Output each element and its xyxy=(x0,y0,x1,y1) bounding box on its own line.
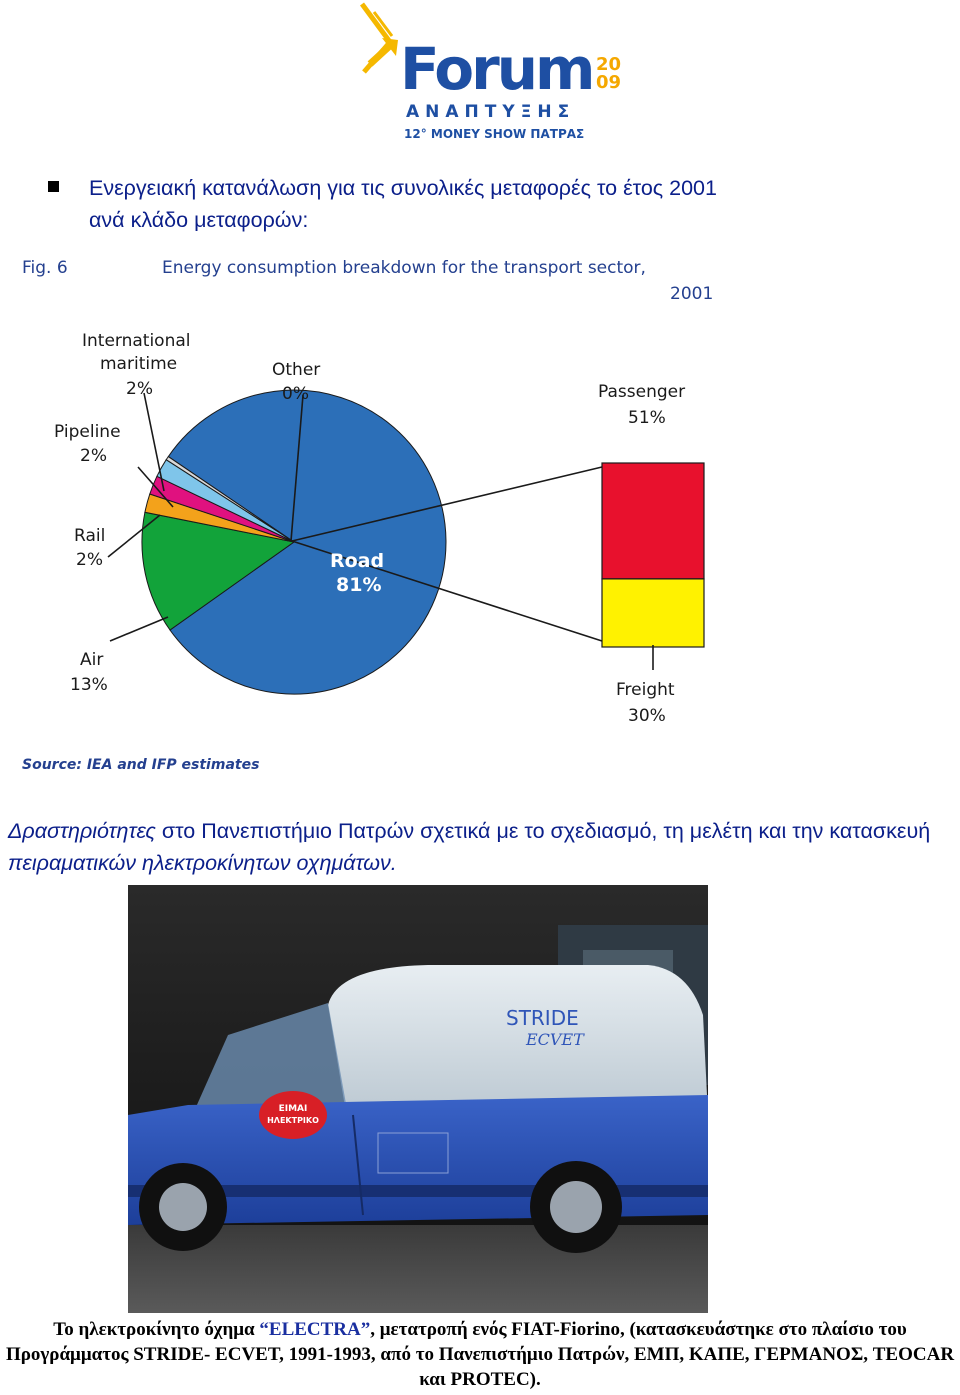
caption-text-1: Το ηλεκτροκίνητο όχημα xyxy=(53,1319,260,1340)
activities-paragraph xyxy=(8,815,953,879)
section-heading xyxy=(55,172,955,236)
caption-text-2: , μετατροπή ενός FIAT-Fiorino, (κατασκευάστηκε στο πλαίσιο του Προγράμματος STRIDE- ECVET, 1991-1993, από το Πανεπιστήμιο Πατρών, ΕΜΠ, ΚΑΠΕ, ΓΕΡΜΑΝΟΣ, TEOCAR και PROTEC). xyxy=(5,1319,955,1390)
activities-italic-1: Δραστηριότητες xyxy=(8,819,156,843)
heading-line-1: Ενεργειακή κατανάλωση για τις συνολικές μεταφορές το έτος 2001 xyxy=(89,176,717,200)
electra-van-photo xyxy=(128,885,708,1313)
label-maritime-value: 2% xyxy=(126,379,153,399)
logo-year-bottom: 09 xyxy=(596,72,622,93)
label-other-value: 0% xyxy=(282,384,309,404)
door-sticker-line1: ΕΙΜΑΙ xyxy=(278,1104,308,1114)
bar-segment-passenger xyxy=(602,463,704,579)
front-wheel-hub xyxy=(159,1183,207,1231)
label-other-name: Other xyxy=(272,360,321,380)
logo-year-top: 20 xyxy=(596,54,622,75)
van-logo-ecvet: ECVET xyxy=(526,1030,584,1049)
label-freight-name: Freight xyxy=(616,680,675,700)
label-rail-name: Rail xyxy=(74,526,106,546)
logo-year xyxy=(596,56,626,92)
label-pipeline-value: 2% xyxy=(80,446,107,466)
van-illustration xyxy=(128,885,708,1313)
label-air-value: 13% xyxy=(70,675,108,695)
bullet-square-icon xyxy=(48,181,59,192)
label-air-name: Air xyxy=(80,650,104,670)
leader-air xyxy=(110,617,168,641)
figure-title-line-1: Energy consumption breakdown for the transport sector, xyxy=(162,258,646,278)
road-breakdown-bar xyxy=(602,463,704,647)
figure-title-line-2: 2001 xyxy=(670,284,714,304)
label-passenger-name: Passenger xyxy=(598,382,686,402)
label-pipeline-name: Pipeline xyxy=(54,422,121,442)
forum-logo xyxy=(360,2,630,152)
label-maritime-line1: International xyxy=(82,331,191,351)
label-rail-value: 2% xyxy=(76,550,103,570)
label-road-name: Road xyxy=(330,550,385,572)
van-logo-stride: STRIDE xyxy=(506,1006,579,1030)
bar-segment-freight xyxy=(602,579,704,647)
logo-brand: Forum xyxy=(400,35,593,103)
activities-italic-2: πειραματικών ηλεκτροκίνητων οχημάτων. xyxy=(8,851,397,875)
logo-subtitle: ΑΝΑΠΤΥΞΗΣ xyxy=(406,102,576,122)
rear-wheel-hub xyxy=(550,1181,602,1233)
label-road-value: 81% xyxy=(336,574,382,596)
photo-floor xyxy=(128,1225,708,1313)
energy-chart-figure xyxy=(8,245,733,780)
photo-caption xyxy=(0,1317,960,1392)
activities-text: στο Πανεπιστήμιο Πατρών σχετικά με το σχεδιασμό, τη μελέτη και την κατασκευή xyxy=(155,819,931,843)
door-sticker-line2: ΗΛΕΚΤΡΙΚΟ xyxy=(267,1116,319,1125)
energy-pie-chart xyxy=(8,245,733,780)
caption-electra: “ELECTRA” xyxy=(259,1319,371,1340)
figure-number: Fig. 6 xyxy=(22,258,68,278)
door-sticker xyxy=(259,1091,327,1139)
figure-source: Source: IEA and IFP estimates xyxy=(22,757,260,773)
logo-event: 12° MONEY SHOW ΠΑΤΡΑΣ xyxy=(404,127,585,141)
label-passenger-value: 51% xyxy=(628,408,666,428)
heading-line-2: ανά κλάδο μεταφορών: xyxy=(89,208,309,232)
label-maritime-line2: maritime xyxy=(100,354,178,374)
label-freight-value: 30% xyxy=(628,706,666,726)
